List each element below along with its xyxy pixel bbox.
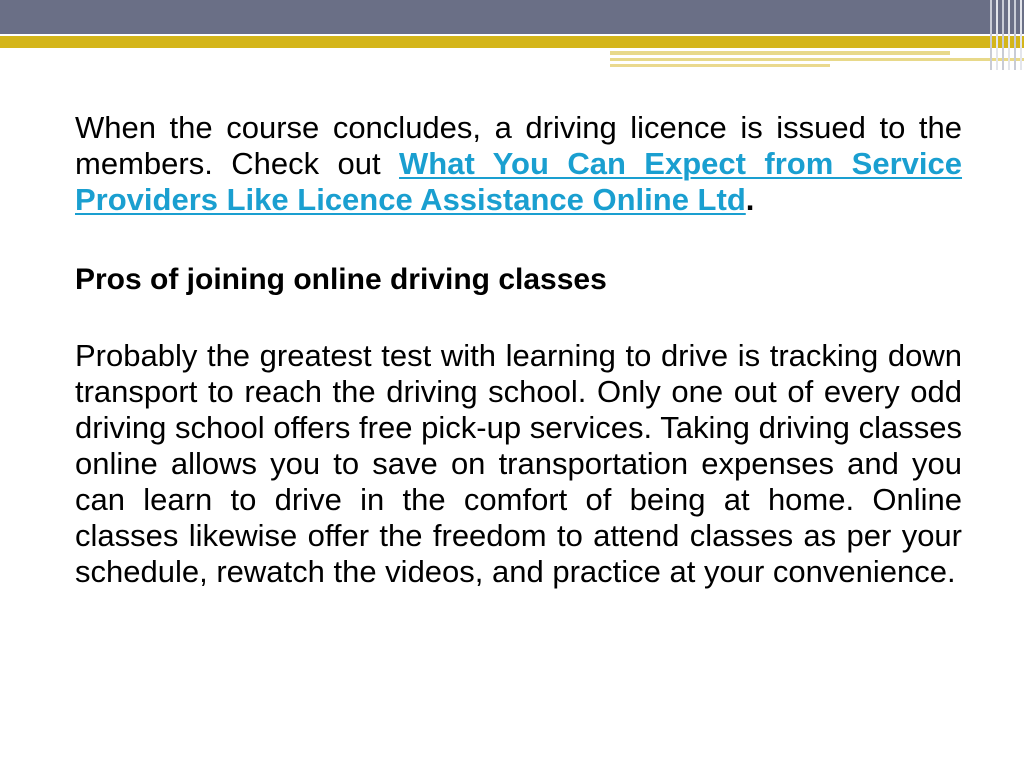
header-accent-line (610, 58, 1024, 61)
section-heading: Pros of joining online driving classes (75, 263, 607, 296)
header-stripes-decoration (988, 0, 1024, 70)
intro-paragraph (75, 110, 962, 218)
article-link[interactable]: What You Can Expect from Service Providers Like Licence Assistance Online Ltd (75, 146, 963, 217)
intro-text: When the course concludes, a driving licence is issued to the members. Check out (75, 110, 962, 181)
body-paragraph: Probably the greatest test with learning to drive is tracking down transport to reach the driving school. Only one out of every odd driving school offers free pick-up services. Taking driving classes online allows you to save on transportation expenses and you can learn to drive in the comfort of being at home. Online classes likewise offer the freedom to attend classes as per your schedule, rewatch the videos, and practice at your convenience. (75, 338, 962, 589)
slide-content (75, 110, 962, 590)
intro-text-end: . (745, 182, 755, 217)
header-bar (0, 0, 1024, 34)
header-accent-line (610, 64, 830, 67)
header-accent-line (610, 51, 950, 55)
header-accent-band (0, 36, 1024, 48)
